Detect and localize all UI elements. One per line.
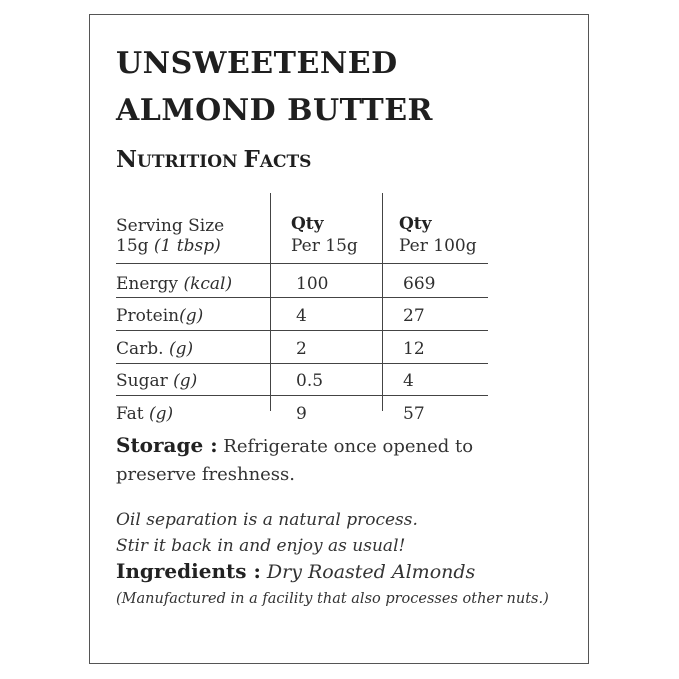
nutrient-unit: (kcal)	[183, 274, 233, 294]
carb-per-15g: 2	[296, 339, 307, 359]
nutrient-name-carb	[116, 339, 193, 359]
nutrient-label: Carb.	[116, 339, 164, 359]
serving-amount: 15g	[116, 236, 149, 256]
serving-unit: (1 tbsp)	[153, 236, 221, 256]
note-line-2: Stir it back in and enjoy as usual!	[116, 536, 406, 556]
serving-size-label: Serving Size	[116, 216, 225, 236]
heading-cap-n: N	[116, 146, 138, 173]
energy-per-100g: 669	[403, 274, 436, 294]
row-divider	[116, 297, 488, 298]
product-title-line-1: UNSWEETENED	[116, 46, 398, 81]
column-divider-1	[270, 193, 271, 411]
serving-size-value	[116, 236, 221, 256]
heading-cap-f: F	[243, 146, 260, 173]
row-divider	[116, 395, 488, 396]
fat-per-15g: 9	[296, 404, 307, 424]
column-divider-2	[382, 193, 383, 411]
nutrient-unit: (g)	[149, 404, 174, 424]
nutrition-label-card	[89, 14, 589, 664]
nutrient-unit: (g)	[168, 339, 194, 359]
protein-per-100g: 27	[403, 306, 425, 326]
protein-per-15g: 4	[296, 306, 307, 326]
sugar-per-15g: 0.5	[296, 371, 324, 391]
col-per100-subtitle: Per 100g	[399, 236, 477, 256]
col-per100-title: Qty	[399, 214, 432, 234]
note-line-1: Oil separation is a natural process.	[116, 510, 418, 530]
nutrient-label: Sugar	[116, 371, 168, 391]
nutrient-name-protein	[116, 306, 203, 326]
nutrient-name-energy	[116, 274, 232, 294]
nutrient-name-fat	[116, 404, 173, 424]
ingredients-line	[116, 559, 475, 583]
sugar-per-100g: 4	[403, 371, 414, 391]
ingredients-value: Dry Roasted Almonds	[260, 561, 476, 583]
row-divider	[116, 330, 488, 331]
nutrition-facts-heading	[116, 146, 311, 173]
ingredients-label: Ingredients :	[116, 559, 261, 583]
storage-text: Refrigerate once opened to preserve freshness.	[116, 436, 474, 485]
heading-rest-n: UTRITION	[137, 152, 244, 172]
fat-per-100g: 57	[403, 404, 425, 424]
nutrient-label: Fat	[116, 404, 144, 424]
energy-per-15g: 100	[296, 274, 329, 294]
nutrient-label: Protein	[116, 306, 180, 326]
storage-label: Storage :	[116, 433, 218, 457]
nutrient-label: Energy	[116, 274, 179, 294]
nutrient-unit: (g)	[179, 306, 204, 326]
nutrient-name-sugar	[116, 371, 197, 391]
row-divider	[116, 263, 488, 264]
allergen-disclaimer: (Manufactured in a facility that also processes other nuts.)	[116, 591, 549, 607]
row-divider	[116, 363, 488, 364]
col-per15-title: Qty	[291, 214, 324, 234]
oil-separation-note	[116, 507, 418, 559]
heading-rest-f: ACTS	[259, 152, 312, 172]
col-per15-subtitle: Per 15g	[291, 236, 358, 256]
storage-instructions	[116, 431, 556, 489]
nutrient-unit: (g)	[173, 371, 198, 391]
product-title-line-2: ALMOND BUTTER	[116, 93, 433, 128]
carb-per-100g: 12	[403, 339, 425, 359]
